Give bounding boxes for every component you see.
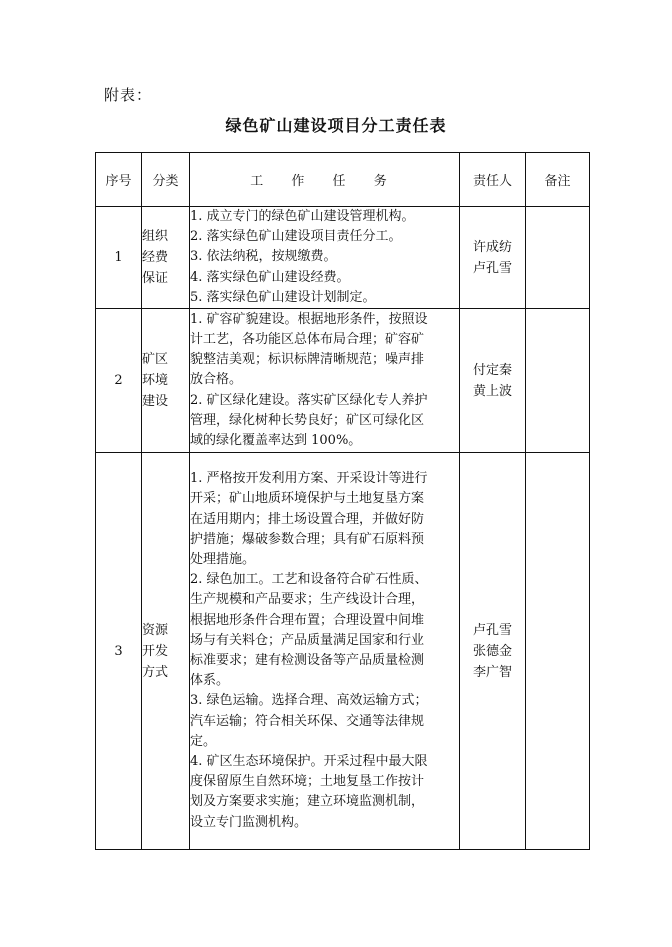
task-line: 1. 矿容矿貌建设。根据地形条件，按照设 — [190, 311, 428, 327]
task-line: 场与有关料仓；产品质量满足国家和行业 — [190, 632, 425, 648]
task-line: 放合格。 — [190, 372, 243, 388]
row-person — [460, 453, 526, 850]
task-line: 计工艺，各功能区总体布局合理；矿容矿 — [190, 332, 425, 347]
task-line: 3. 绿色运输。选择合理、高效运输方式； — [190, 693, 428, 709]
task-line: 体系。 — [190, 673, 230, 689]
person-name: 李广智 — [472, 664, 512, 680]
category-line: 矿区 — [142, 352, 169, 368]
row-category — [142, 309, 190, 453]
header-tasks: 工 作 任 务 — [190, 153, 460, 207]
task-line: 设立专门监测机构。 — [190, 814, 308, 830]
task-line: 标准要求；建有检测设备等产品质量检测 — [190, 653, 425, 669]
row-category — [142, 207, 190, 309]
task-line: 1. 成立专门的绿色矿山建设管理机构。 — [190, 209, 415, 224]
row-tasks — [190, 309, 460, 453]
task-line: 定。 — [190, 733, 217, 749]
category-line: 经费 — [142, 250, 169, 265]
header-seq: 序号 — [96, 153, 142, 207]
task-line: 管理，绿化树种长势良好；矿区可绿化区 — [190, 412, 425, 428]
task-line: 5. 落实绿色矿山建设计划制定。 — [190, 289, 376, 305]
row-tasks — [190, 207, 460, 309]
person-name: 许成纺 — [472, 239, 512, 255]
task-line: 生产规模和产品要求；生产线设计合理， — [190, 592, 425, 608]
document-title: 绿色矿山建设项目分工责任表 — [225, 116, 447, 135]
row-note — [526, 309, 590, 453]
row-seq: 2 — [96, 309, 142, 453]
table-row — [96, 453, 590, 850]
header-category: 分类 — [142, 153, 190, 207]
category-line: 保证 — [142, 271, 169, 286]
person-name: 黄上波 — [472, 383, 512, 399]
task-line: 在适用期内；排土场设置合理，并做好防 — [190, 511, 425, 527]
person-name: 付定秦 — [472, 362, 512, 378]
task-line: 护措施；爆破参数合理；具有矿石原料预 — [190, 531, 425, 547]
row-seq: 1 — [96, 207, 142, 309]
category-line: 建设 — [142, 394, 169, 410]
task-line: 根据地形条件合理布置；合理设置中间堆 — [190, 612, 425, 628]
category-line: 开发 — [142, 643, 169, 659]
task-line: 2. 绿色加工。工艺和设备符合矿石性质、 — [190, 572, 428, 588]
attachment-label: 附表： — [104, 86, 153, 104]
header-note: 备注 — [526, 153, 590, 207]
task-line: 汽车运输；符合相关环保、交通等法律规 — [190, 713, 425, 729]
row-seq: 3 — [96, 453, 142, 850]
person-name: 卢孔雪 — [472, 622, 512, 638]
table-row — [96, 309, 590, 453]
task-line: 2. 落实绿色矿山建设项目责任分工。 — [190, 229, 402, 245]
row-person — [460, 207, 526, 309]
row-tasks — [190, 453, 460, 850]
header-person: 责任人 — [460, 153, 526, 207]
task-line: 4. 矿区生态环境保护。开采过程中最大限 — [190, 754, 428, 770]
task-line: 1. 严格按开发利用方案、开采设计等进行 — [190, 471, 428, 487]
responsibility-table — [95, 152, 590, 850]
category-line: 方式 — [142, 664, 169, 680]
task-line: 度保留原生自然环境；土地复垦工作按计 — [190, 774, 425, 790]
table-header-row — [96, 153, 590, 207]
task-line: 处理措施。 — [190, 552, 256, 567]
task-line: 划及方案要求实施；建立环境监测机制， — [190, 794, 425, 810]
task-line: 貌整洁美观；标识标牌清晰规范；噪声排 — [190, 352, 425, 368]
task-line: 3. 依法纳税，按规缴费。 — [190, 249, 337, 265]
task-line: 域的绿化覆盖率达到 100%。 — [190, 433, 362, 449]
task-line: 4. 落实绿色矿山建设经费。 — [190, 269, 350, 285]
category-line: 资源 — [142, 622, 169, 638]
row-note — [526, 207, 590, 309]
task-line: 开采；矿山地质环境保护与土地复垦方案 — [190, 491, 425, 507]
category-line: 环境 — [142, 373, 169, 389]
task-line: 2. 矿区绿化建设。落实矿区绿化专人养护 — [190, 392, 428, 408]
row-category — [142, 453, 190, 850]
person-name: 张德金 — [472, 643, 512, 659]
row-person — [460, 309, 526, 453]
category-line: 组织 — [142, 229, 169, 244]
person-name: 卢孔雪 — [472, 260, 512, 276]
table-row — [96, 207, 590, 309]
row-note — [526, 453, 590, 850]
